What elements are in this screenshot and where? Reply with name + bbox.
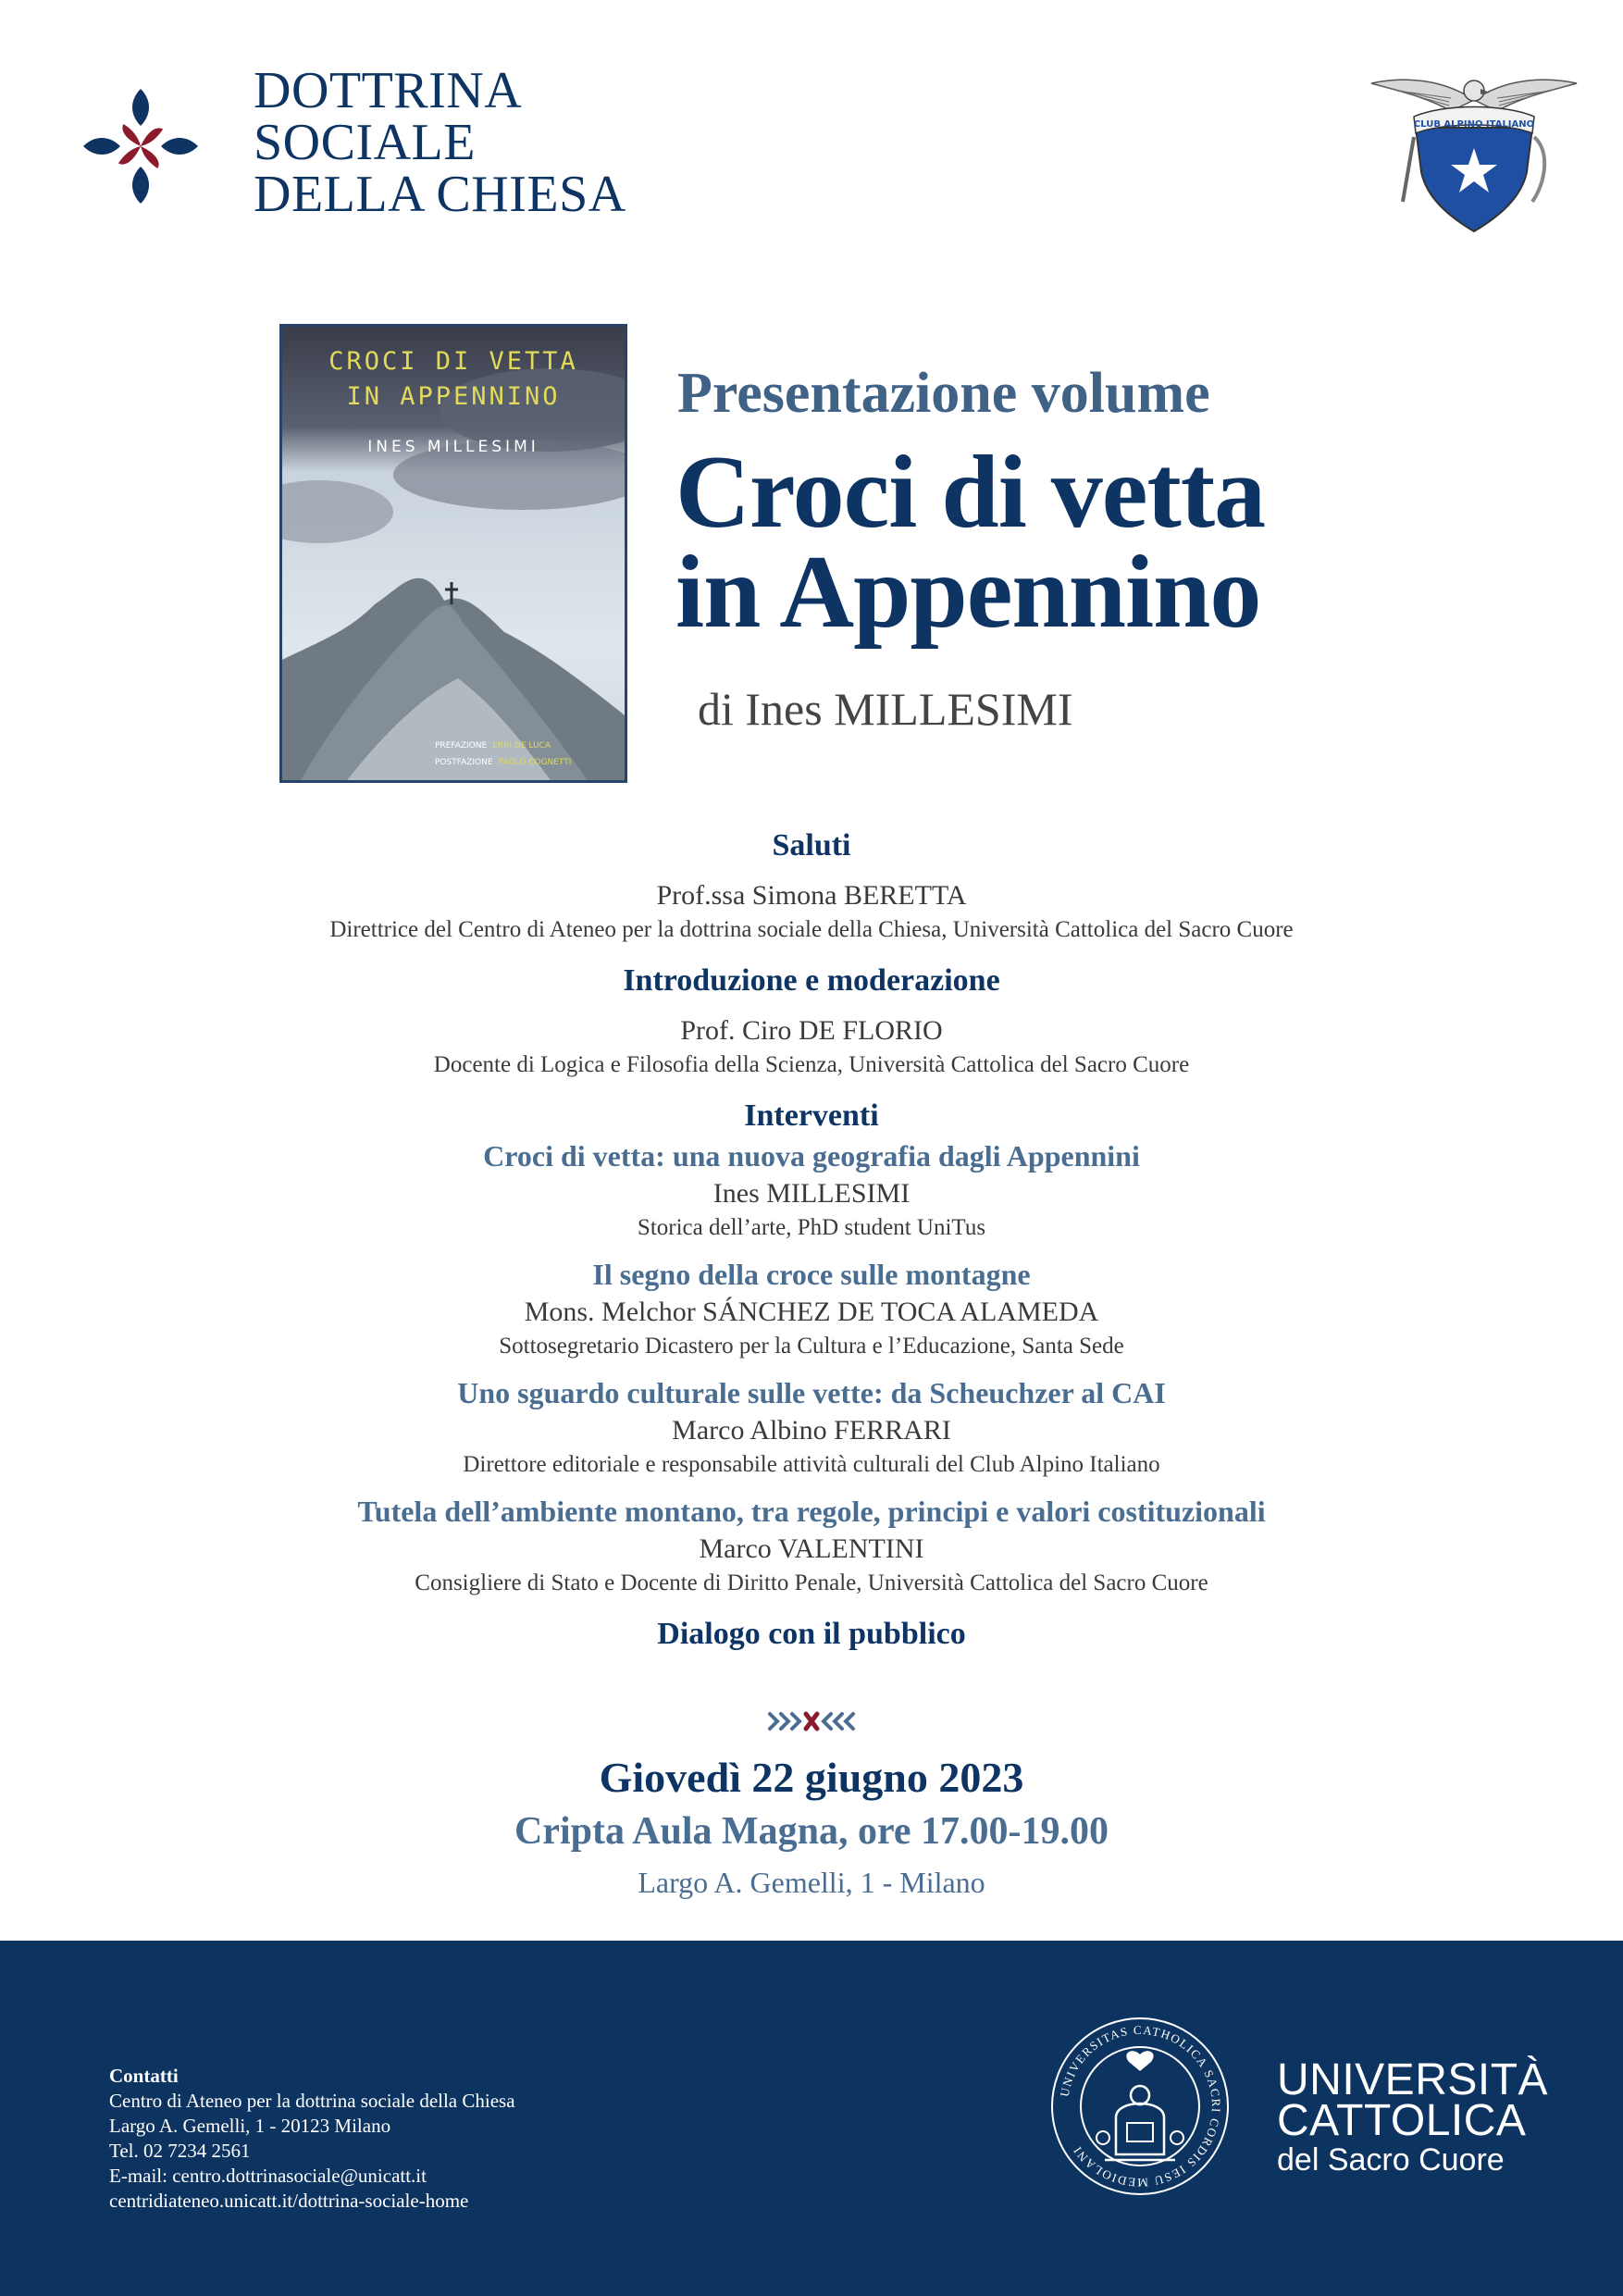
book-cover [279,324,627,783]
university-wordmark-line: CATTOLICA [1277,2096,1527,2145]
book-author: di Ines MILLESIMI [698,683,1073,735]
ornament-divider-icon [766,1710,857,1732]
cai-badge-text: CLUB ALPINO ITALIANO [1413,119,1535,130]
cover-author: INES MILLESIMI [367,438,539,456]
contacts-label: Contatti [109,2065,179,2087]
speaker-role: Sottosegretario Dicastero per la Cultura e l’Educazione, Santa Sede [499,1334,1124,1359]
organization-name-line: DOTTRINA [254,62,523,119]
university-wordmark [1277,2055,1549,2178]
dottrina-sociale-logo-icon [78,83,204,209]
speaker-name: Mons. Melchor SÁNCHEZ DE TOCA ALAMEDA [524,1297,1099,1327]
closing-heading: Dialogo con il pubblico [657,1617,966,1651]
cover-title-line: CROCI DI VETTA [328,347,578,376]
contacts-block [109,2064,515,2214]
speaker-name: Ines MILLESIMI [712,1178,911,1209]
cover-credit-name: ERRI DE LUCA [492,741,551,751]
university-wordmark-line: UNIVERSITÀ [1277,2055,1549,2104]
cover-credit [435,758,571,767]
speaker-role: Direttore editoriale e responsabile attività culturali del Club Alpino Italiano [463,1452,1160,1477]
speaker-role: Storica dell’arte, PhD student UniTus [637,1215,986,1240]
cover-credit-role: POSTFAZIONE [435,758,493,767]
speaker-name: Marco Albino FERRARI [672,1415,951,1446]
cover-credit [435,741,551,751]
intro-heading: Introduzione e moderazione [623,963,1000,998]
university-wordmark-line: del Sacro Cuore [1277,2142,1505,2178]
program [0,825,1623,1655]
organization-name [254,62,626,223]
talk-title: Croci di vetta: una nuova geografia dagli Appennini [483,1139,1140,1173]
book-title-line: in Appennino [675,535,1261,650]
speaker-name: Prof. Ciro DE FLORIO [680,1015,943,1046]
speaker-name: Marco VALENTINI [699,1533,924,1564]
contact-line: Centro di Ateneo per la dottrina sociale della Chiesa [109,2090,515,2112]
speaker-role: Consigliere di Stato e Docente di Diritto Penale, Università Cattolica del Sacro Cuore [415,1570,1208,1595]
cover-credit-name: PAOLO COGNETTI [498,758,572,767]
speaker-role: Direttrice del Centro di Ateneo per la dottrina sociale della Chiesa, Università Cattolica del Sacro Cuore [329,917,1294,942]
cover-credit-role: PREFAZIONE [435,741,488,751]
book-title [675,435,1266,650]
speaker-role: Docente di Logica e Filosofia della Scienza, Università Cattolica del Sacro Cuore [433,1052,1190,1077]
event-address: Largo A. Gemelli, 1 - Milano [638,1866,985,1899]
interventi-heading: Interventi [744,1098,879,1133]
talk-title: Il segno della croce sulle montagne [592,1258,1031,1291]
event-date: Giovedì 22 giugno 2023 [599,1754,1024,1801]
book-title-line: Croci di vetta [675,435,1266,550]
saluti-heading: Saluti [772,828,851,863]
event-place: Cripta Aula Magna, ore 17.00-19.00 [514,1810,1109,1853]
seal-text: UNIVERSITAS CATHOLICA SACRI CORDIS IESU MEDIOLANI [1057,2022,1224,2191]
event-kicker: Presentazione volume [677,362,1210,425]
contact-phone: Tel. 02 7234 2561 [109,2140,251,2162]
organization-name-line: SOCIALE [254,114,476,171]
speaker-name: Prof.ssa Simona BERETTA [656,880,967,911]
contact-line: Largo A. Gemelli, 1 - 20123 Milano [109,2115,391,2137]
contact-website: centridiateneo.unicatt.it/dottrina-sociale-home [109,2190,469,2212]
talk-title: Uno sguardo culturale sulle vette: da Scheuchzer al CAI [457,1376,1166,1409]
cover-title-line: IN APPENNINO [346,382,561,411]
talk-title: Tutela dell’ambiente montano, tra regole, principi e valori costituzionali [357,1495,1266,1528]
university-seal-icon [1049,2016,1231,2197]
organization-name-line: DELLA CHIESA [254,166,626,223]
contact-email: E-mail: centro.dottrinasociale@unicatt.it [109,2165,427,2187]
club-alpino-italiano-logo-icon [1369,63,1579,239]
